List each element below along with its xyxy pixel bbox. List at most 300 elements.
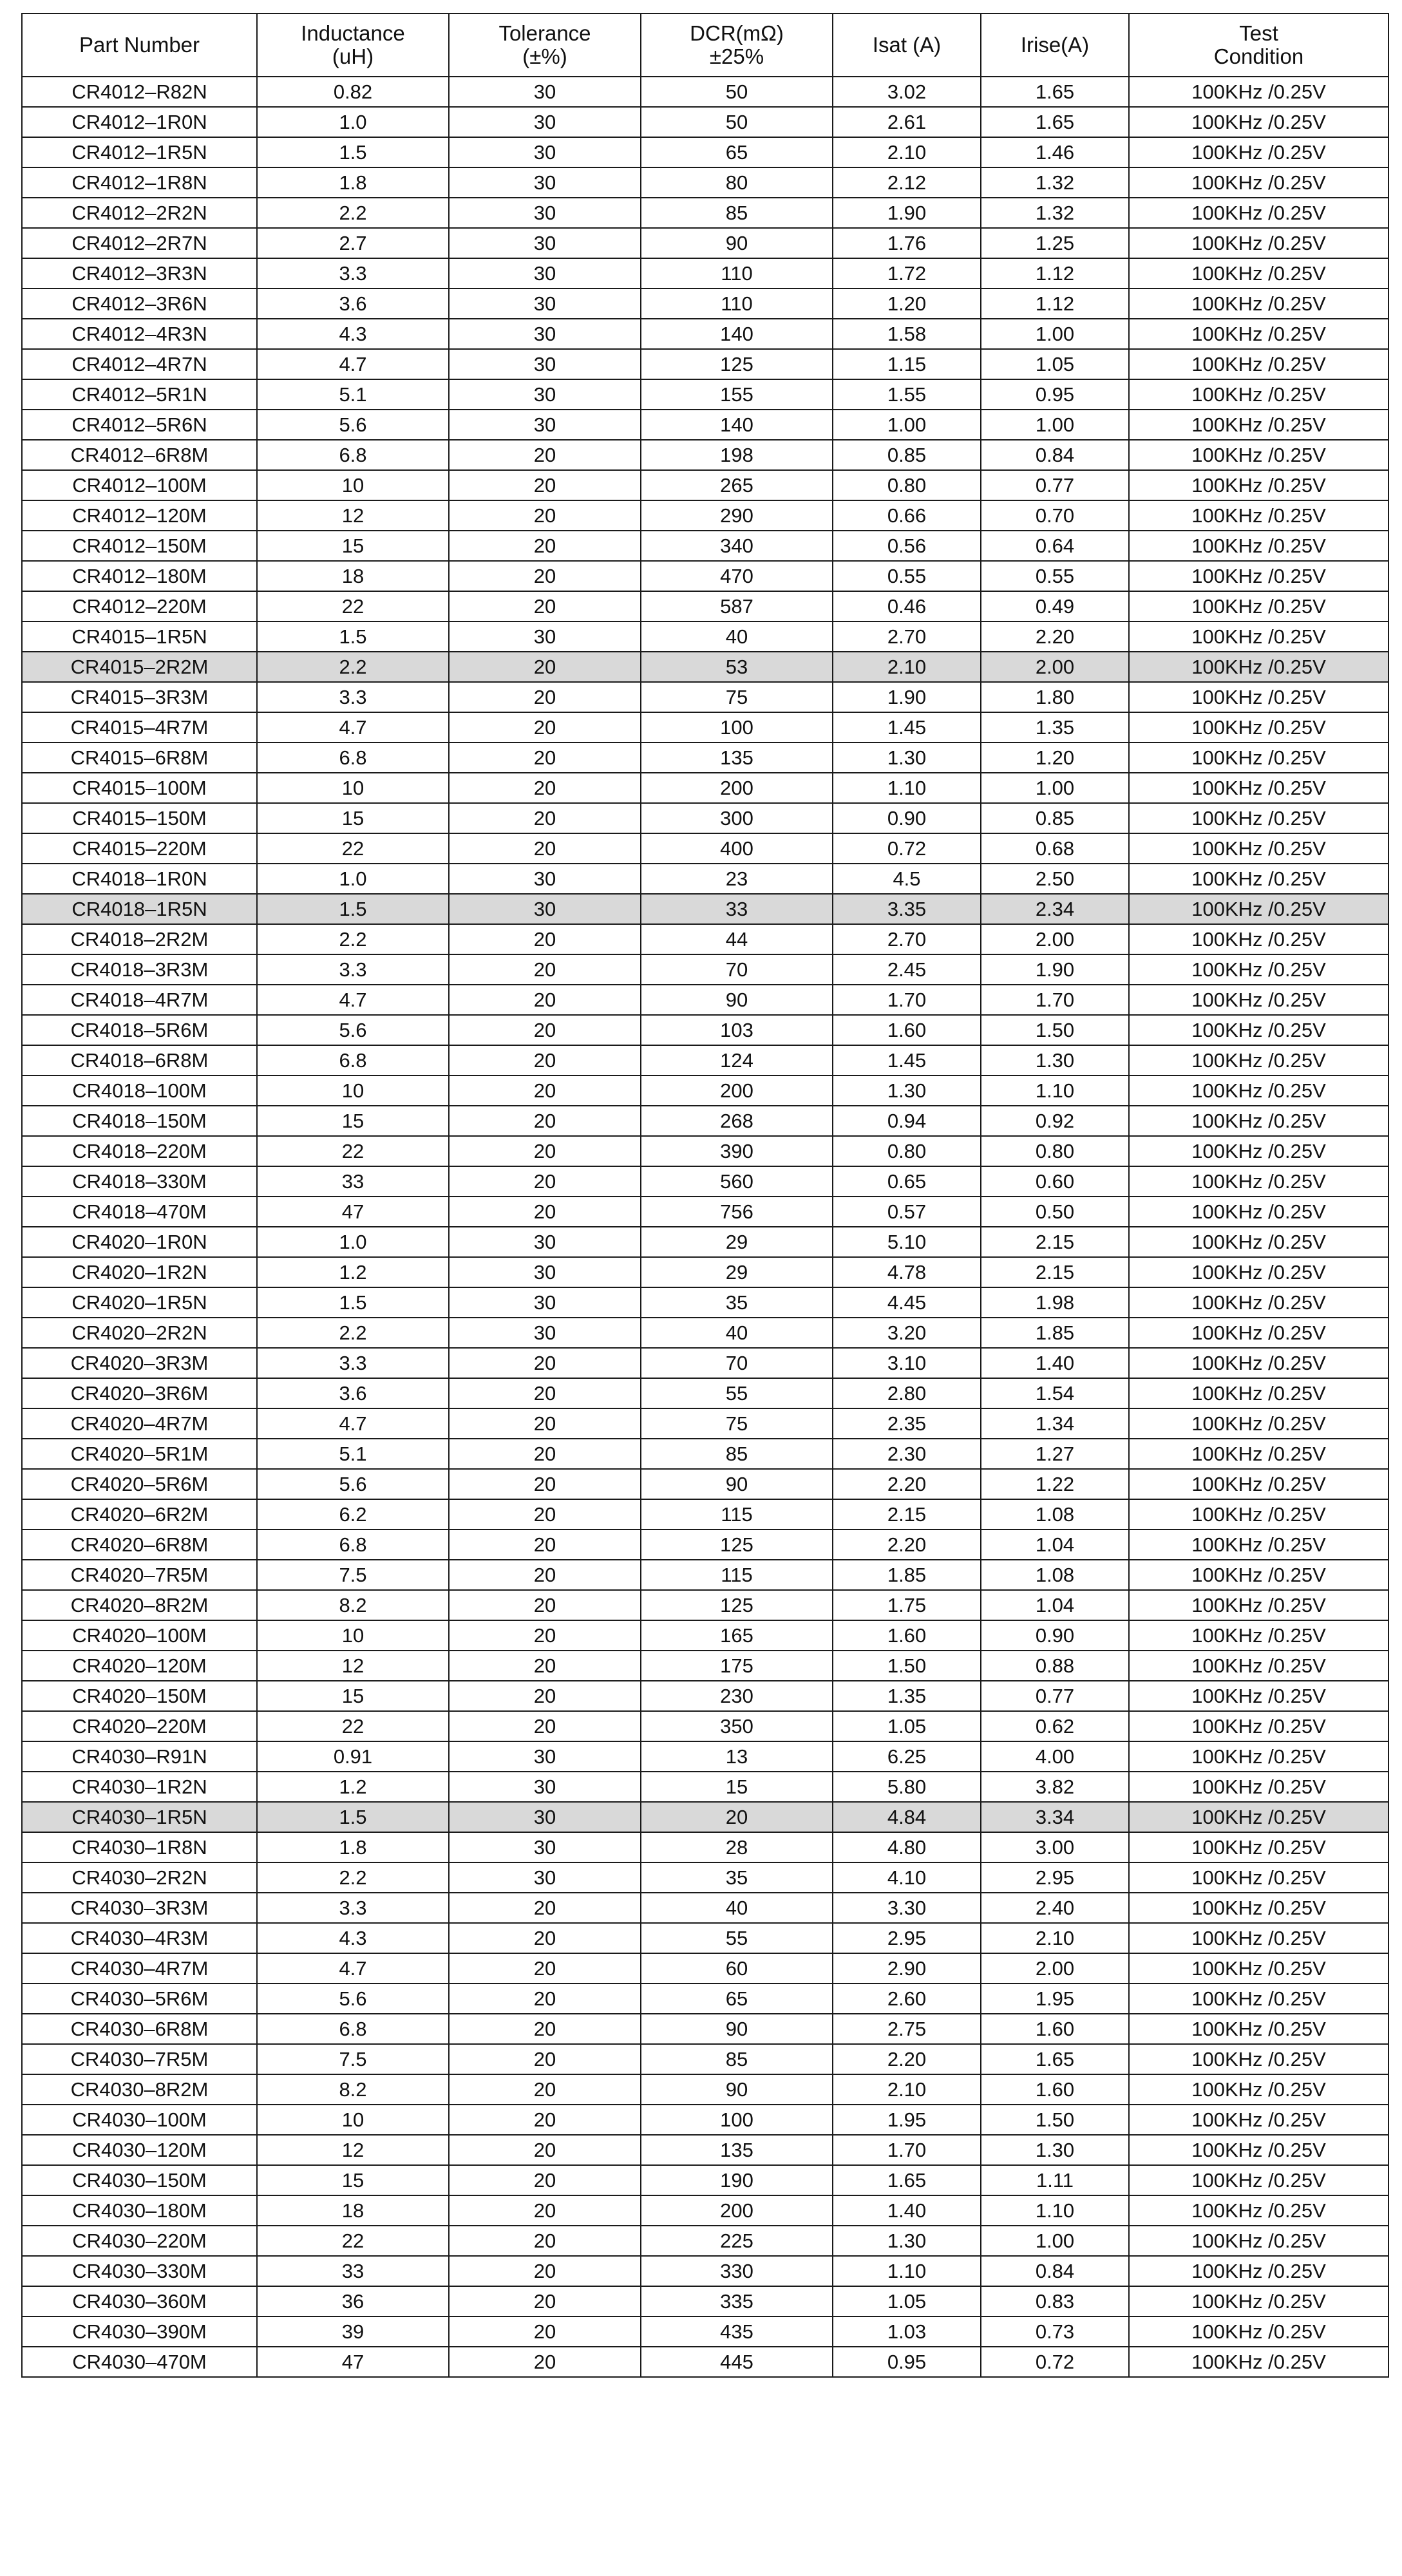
cell-test-condition: 100KHz /0.25V: [1129, 1651, 1388, 1681]
cell-test-condition: 100KHz /0.25V: [1129, 1560, 1388, 1590]
cell-dcr: 35: [641, 1862, 833, 1893]
cell-inductance: 22: [257, 1711, 449, 1741]
cell-part-number: CR4012–2R2N: [22, 198, 257, 228]
cell-isat: 1.05: [833, 2286, 981, 2316]
cell-part-number: CR4012–2R7N: [22, 228, 257, 258]
cell-irise: 1.50: [981, 1015, 1129, 1045]
header-dcr-line1: DCR(mΩ): [690, 21, 784, 45]
cell-isat: 2.10: [833, 2074, 981, 2105]
cell-test-condition: 100KHz /0.25V: [1129, 1227, 1388, 1257]
table-row: [22, 77, 1388, 107]
cell-dcr: 115: [641, 1499, 833, 1530]
cell-tolerance: 20: [449, 1439, 641, 1469]
inductor-spec-table: [21, 13, 1389, 2378]
cell-tolerance: 20: [449, 591, 641, 621]
cell-tolerance: 20: [449, 743, 641, 773]
cell-isat: 0.66: [833, 500, 981, 531]
cell-isat: 2.10: [833, 137, 981, 167]
cell-dcr: 103: [641, 1015, 833, 1045]
cell-tolerance: 20: [449, 1408, 641, 1439]
cell-part-number: CR4012–180M: [22, 561, 257, 591]
cell-inductance: 7.5: [257, 2044, 449, 2074]
table-row: [22, 1197, 1388, 1227]
cell-tolerance: 20: [449, 1075, 641, 1106]
cell-tolerance: 20: [449, 2286, 641, 2316]
cell-part-number: CR4018–1R5N: [22, 894, 257, 924]
cell-irise: 1.98: [981, 1287, 1129, 1318]
cell-part-number: CR4020–8R2M: [22, 1590, 257, 1620]
cell-irise: 2.00: [981, 1953, 1129, 1984]
cell-inductance: 15: [257, 531, 449, 561]
table-row: [22, 894, 1388, 924]
cell-tolerance: 20: [449, 803, 641, 833]
cell-inductance: 3.3: [257, 1893, 449, 1923]
cell-irise: 0.62: [981, 1711, 1129, 1741]
cell-part-number: CR4030–180M: [22, 2195, 257, 2226]
cell-dcr: 110: [641, 258, 833, 289]
cell-tolerance: 20: [449, 1348, 641, 1378]
cell-isat: 1.58: [833, 319, 981, 349]
cell-isat: 0.94: [833, 1106, 981, 1136]
cell-irise: 1.60: [981, 2074, 1129, 2105]
table-row: [22, 1166, 1388, 1197]
cell-inductance: 4.3: [257, 1923, 449, 1953]
table-body: [22, 77, 1388, 2377]
table-row: [22, 1287, 1388, 1318]
cell-irise: 1.65: [981, 107, 1129, 137]
cell-irise: 2.15: [981, 1257, 1129, 1287]
cell-test-condition: 100KHz /0.25V: [1129, 1862, 1388, 1893]
cell-inductance: 15: [257, 2165, 449, 2195]
cell-tolerance: 20: [449, 2074, 641, 2105]
cell-inductance: 1.5: [257, 621, 449, 652]
cell-part-number: CR4018–4R7M: [22, 985, 257, 1015]
cell-part-number: CR4020–3R3M: [22, 1348, 257, 1378]
table-row: [22, 682, 1388, 712]
cell-part-number: CR4018–6R8M: [22, 1045, 257, 1075]
cell-test-condition: 100KHz /0.25V: [1129, 1923, 1388, 1953]
table-row: [22, 985, 1388, 1015]
cell-irise: 0.88: [981, 1651, 1129, 1681]
cell-dcr: 13: [641, 1741, 833, 1772]
cell-inductance: 6.8: [257, 1045, 449, 1075]
cell-isat: 2.15: [833, 1499, 981, 1530]
cell-test-condition: 100KHz /0.25V: [1129, 1136, 1388, 1166]
cell-part-number: CR4015–2R2M: [22, 652, 257, 682]
cell-inductance: 4.7: [257, 712, 449, 743]
cell-tolerance: 20: [449, 531, 641, 561]
header-inductance: [257, 14, 449, 77]
cell-isat: 1.65: [833, 2165, 981, 2195]
cell-inductance: 1.2: [257, 1772, 449, 1802]
cell-tolerance: 20: [449, 1984, 641, 2014]
cell-tolerance: 30: [449, 621, 641, 652]
cell-inductance: 6.2: [257, 1499, 449, 1530]
cell-irise: 1.60: [981, 2014, 1129, 2044]
cell-tolerance: 20: [449, 2256, 641, 2286]
cell-dcr: 60: [641, 1953, 833, 1984]
table-row: [22, 1832, 1388, 1862]
cell-tolerance: 30: [449, 1227, 641, 1257]
cell-isat: 1.45: [833, 712, 981, 743]
cell-dcr: 155: [641, 379, 833, 410]
cell-dcr: 90: [641, 2014, 833, 2044]
cell-part-number: CR4015–220M: [22, 833, 257, 864]
cell-irise: 1.50: [981, 2105, 1129, 2135]
cell-part-number: CR4012–3R3N: [22, 258, 257, 289]
cell-tolerance: 30: [449, 349, 641, 379]
cell-inductance: 1.0: [257, 1227, 449, 1257]
cell-inductance: 5.1: [257, 379, 449, 410]
cell-isat: 0.57: [833, 1197, 981, 1227]
cell-irise: 3.82: [981, 1772, 1129, 1802]
cell-inductance: 36: [257, 2286, 449, 2316]
cell-isat: 1.10: [833, 2256, 981, 2286]
cell-test-condition: 100KHz /0.25V: [1129, 228, 1388, 258]
cell-isat: 1.03: [833, 2316, 981, 2347]
cell-irise: 1.90: [981, 954, 1129, 985]
cell-isat: 1.05: [833, 1711, 981, 1741]
cell-isat: 2.20: [833, 2044, 981, 2074]
cell-part-number: CR4015–1R5N: [22, 621, 257, 652]
cell-irise: 0.49: [981, 591, 1129, 621]
cell-isat: 1.60: [833, 1620, 981, 1651]
cell-tolerance: 20: [449, 1893, 641, 1923]
cell-isat: 1.75: [833, 1590, 981, 1620]
table-row: [22, 743, 1388, 773]
cell-part-number: CR4018–150M: [22, 1106, 257, 1136]
cell-tolerance: 30: [449, 1741, 641, 1772]
cell-part-number: CR4020–6R2M: [22, 1499, 257, 1530]
cell-inductance: 1.5: [257, 1802, 449, 1832]
cell-tolerance: 20: [449, 2014, 641, 2044]
cell-irise: 0.73: [981, 2316, 1129, 2347]
cell-inductance: 39: [257, 2316, 449, 2347]
cell-isat: 1.85: [833, 1560, 981, 1590]
cell-part-number: CR4030–150M: [22, 2165, 257, 2195]
cell-dcr: 140: [641, 319, 833, 349]
cell-inductance: 22: [257, 1136, 449, 1166]
table-row: [22, 591, 1388, 621]
header-test-condition-line1: Test: [1239, 21, 1278, 45]
header-irise: [981, 14, 1129, 77]
cell-part-number: CR4020–220M: [22, 1711, 257, 1741]
cell-irise: 0.72: [981, 2347, 1129, 2377]
cell-dcr: 40: [641, 1893, 833, 1923]
cell-inductance: 15: [257, 1681, 449, 1711]
cell-tolerance: 20: [449, 561, 641, 591]
cell-irise: 0.50: [981, 1197, 1129, 1227]
cell-tolerance: 20: [449, 1590, 641, 1620]
cell-dcr: 90: [641, 228, 833, 258]
cell-tolerance: 30: [449, 289, 641, 319]
cell-dcr: 100: [641, 712, 833, 743]
cell-inductance: 2.2: [257, 1862, 449, 1893]
table-row: [22, 410, 1388, 440]
cell-test-condition: 100KHz /0.25V: [1129, 1469, 1388, 1499]
cell-isat: 2.70: [833, 621, 981, 652]
cell-tolerance: 30: [449, 410, 641, 440]
cell-test-condition: 100KHz /0.25V: [1129, 924, 1388, 954]
cell-part-number: CR4015–4R7M: [22, 712, 257, 743]
header-tolerance-line2: (±%): [522, 44, 567, 68]
table-row: [22, 2074, 1388, 2105]
cell-dcr: 55: [641, 1378, 833, 1408]
cell-part-number: CR4012–5R1N: [22, 379, 257, 410]
cell-irise: 1.00: [981, 319, 1129, 349]
cell-part-number: CR4030–360M: [22, 2286, 257, 2316]
cell-isat: 2.90: [833, 1953, 981, 1984]
cell-inductance: 8.2: [257, 2074, 449, 2105]
cell-test-condition: 100KHz /0.25V: [1129, 1802, 1388, 1832]
cell-irise: 0.80: [981, 1136, 1129, 1166]
cell-tolerance: 30: [449, 1318, 641, 1348]
cell-isat: 3.20: [833, 1318, 981, 1348]
cell-isat: 0.90: [833, 803, 981, 833]
cell-irise: 0.83: [981, 2286, 1129, 2316]
cell-part-number: CR4030–2R2N: [22, 1862, 257, 1893]
cell-inductance: 5.1: [257, 1439, 449, 1469]
cell-irise: 1.70: [981, 985, 1129, 1015]
cell-irise: 1.12: [981, 289, 1129, 319]
table-row: [22, 954, 1388, 985]
cell-tolerance: 20: [449, 833, 641, 864]
cell-isat: 2.70: [833, 924, 981, 954]
cell-dcr: 29: [641, 1257, 833, 1287]
cell-tolerance: 20: [449, 2044, 641, 2074]
cell-isat: 1.30: [833, 2226, 981, 2256]
cell-test-condition: 100KHz /0.25V: [1129, 591, 1388, 621]
cell-inductance: 2.2: [257, 198, 449, 228]
cell-part-number: CR4030–4R3M: [22, 1923, 257, 1953]
cell-dcr: 300: [641, 803, 833, 833]
cell-part-number: CR4020–1R0N: [22, 1227, 257, 1257]
cell-tolerance: 30: [449, 379, 641, 410]
cell-dcr: 33: [641, 894, 833, 924]
cell-tolerance: 20: [449, 1530, 641, 1560]
cell-inductance: 47: [257, 2347, 449, 2377]
cell-tolerance: 20: [449, 1378, 641, 1408]
cell-tolerance: 20: [449, 712, 641, 743]
cell-isat: 1.72: [833, 258, 981, 289]
cell-isat: 4.10: [833, 1862, 981, 1893]
table-row: [22, 1075, 1388, 1106]
cell-irise: 4.00: [981, 1741, 1129, 1772]
cell-irise: 1.30: [981, 1045, 1129, 1075]
cell-inductance: 5.6: [257, 1469, 449, 1499]
cell-irise: 1.32: [981, 167, 1129, 198]
table-row: [22, 1106, 1388, 1136]
cell-part-number: CR4020–4R7M: [22, 1408, 257, 1439]
cell-isat: 1.30: [833, 1075, 981, 1106]
cell-tolerance: 20: [449, 1499, 641, 1530]
table-row: [22, 1227, 1388, 1257]
table-row: [22, 1711, 1388, 1741]
table-row: [22, 864, 1388, 894]
cell-irise: 1.34: [981, 1408, 1129, 1439]
cell-tolerance: 30: [449, 1257, 641, 1287]
cell-isat: 2.95: [833, 1923, 981, 1953]
cell-isat: 1.55: [833, 379, 981, 410]
cell-dcr: 100: [641, 2105, 833, 2135]
cell-test-condition: 100KHz /0.25V: [1129, 652, 1388, 682]
cell-irise: 0.85: [981, 803, 1129, 833]
cell-test-condition: 100KHz /0.25V: [1129, 1106, 1388, 1136]
cell-isat: 4.45: [833, 1287, 981, 1318]
cell-test-condition: 100KHz /0.25V: [1129, 1832, 1388, 1862]
cell-isat: 4.80: [833, 1832, 981, 1862]
cell-part-number: CR4018–2R2M: [22, 924, 257, 954]
cell-test-condition: 100KHz /0.25V: [1129, 743, 1388, 773]
cell-irise: 1.10: [981, 1075, 1129, 1106]
cell-tolerance: 20: [449, 470, 641, 500]
cell-inductance: 12: [257, 500, 449, 531]
cell-test-condition: 100KHz /0.25V: [1129, 2347, 1388, 2377]
cell-dcr: 560: [641, 1166, 833, 1197]
cell-irise: 2.00: [981, 652, 1129, 682]
cell-part-number: CR4018–220M: [22, 1136, 257, 1166]
cell-tolerance: 30: [449, 1287, 641, 1318]
cell-inductance: 12: [257, 1651, 449, 1681]
cell-irise: 1.04: [981, 1530, 1129, 1560]
cell-tolerance: 30: [449, 864, 641, 894]
cell-test-condition: 100KHz /0.25V: [1129, 1257, 1388, 1287]
cell-test-condition: 100KHz /0.25V: [1129, 1318, 1388, 1348]
cell-part-number: CR4012–100M: [22, 470, 257, 500]
cell-inductance: 1.5: [257, 894, 449, 924]
cell-inductance: 10: [257, 1620, 449, 1651]
cell-dcr: 90: [641, 985, 833, 1015]
table-row: [22, 2226, 1388, 2256]
cell-test-condition: 100KHz /0.25V: [1129, 1711, 1388, 1741]
cell-irise: 1.46: [981, 137, 1129, 167]
cell-part-number: CR4030–1R2N: [22, 1772, 257, 1802]
cell-inductance: 4.7: [257, 349, 449, 379]
cell-irise: 1.54: [981, 1378, 1129, 1408]
cell-inductance: 7.5: [257, 1560, 449, 1590]
cell-test-condition: 100KHz /0.25V: [1129, 1015, 1388, 1045]
table-row: [22, 2195, 1388, 2226]
table-row: [22, 1530, 1388, 1560]
table-row: [22, 1499, 1388, 1530]
header-test-condition-line2: Condition: [1213, 44, 1304, 68]
cell-tolerance: 20: [449, 1166, 641, 1197]
cell-part-number: CR4012–1R0N: [22, 107, 257, 137]
cell-part-number: CR4015–6R8M: [22, 743, 257, 773]
cell-inductance: 5.6: [257, 410, 449, 440]
cell-isat: 1.90: [833, 682, 981, 712]
cell-irise: 1.25: [981, 228, 1129, 258]
cell-tolerance: 20: [449, 1106, 641, 1136]
cell-inductance: 6.8: [257, 743, 449, 773]
cell-test-condition: 100KHz /0.25V: [1129, 2165, 1388, 2195]
cell-part-number: CR4030–7R5M: [22, 2044, 257, 2074]
cell-irise: 1.00: [981, 2226, 1129, 2256]
table-row: [22, 2316, 1388, 2347]
cell-test-condition: 100KHz /0.25V: [1129, 864, 1388, 894]
cell-inductance: 15: [257, 803, 449, 833]
cell-test-condition: 100KHz /0.25V: [1129, 2135, 1388, 2165]
cell-tolerance: 20: [449, 1953, 641, 1984]
table-row: [22, 621, 1388, 652]
header-tolerance-line1: Tolerance: [498, 21, 591, 45]
cell-test-condition: 100KHz /0.25V: [1129, 2195, 1388, 2226]
cell-test-condition: 100KHz /0.25V: [1129, 2286, 1388, 2316]
cell-isat: 2.80: [833, 1378, 981, 1408]
cell-irise: 2.50: [981, 864, 1129, 894]
cell-isat: 1.40: [833, 2195, 981, 2226]
cell-test-condition: 100KHz /0.25V: [1129, 410, 1388, 440]
cell-irise: 2.95: [981, 1862, 1129, 1893]
cell-dcr: 20: [641, 1802, 833, 1832]
cell-inductance: 22: [257, 2226, 449, 2256]
cell-inductance: 3.3: [257, 258, 449, 289]
cell-part-number: CR4030–330M: [22, 2256, 257, 2286]
table-row: [22, 198, 1388, 228]
cell-part-number: CR4030–4R7M: [22, 1953, 257, 1984]
cell-isat: 3.35: [833, 894, 981, 924]
table-row: [22, 1408, 1388, 1439]
cell-inductance: 3.3: [257, 954, 449, 985]
cell-tolerance: 30: [449, 319, 641, 349]
table-row: [22, 470, 1388, 500]
cell-isat: 3.02: [833, 77, 981, 107]
cell-inductance: 5.6: [257, 1015, 449, 1045]
cell-part-number: CR4020–5R1M: [22, 1439, 257, 1469]
cell-tolerance: 20: [449, 2195, 641, 2226]
cell-test-condition: 100KHz /0.25V: [1129, 1045, 1388, 1075]
cell-isat: 2.12: [833, 167, 981, 198]
cell-test-condition: 100KHz /0.25V: [1129, 500, 1388, 531]
cell-test-condition: 100KHz /0.25V: [1129, 833, 1388, 864]
cell-tolerance: 30: [449, 1772, 641, 1802]
cell-part-number: CR4018–100M: [22, 1075, 257, 1106]
cell-irise: 1.65: [981, 77, 1129, 107]
cell-inductance: 1.8: [257, 1832, 449, 1862]
cell-part-number: CR4012–1R8N: [22, 167, 257, 198]
cell-test-condition: 100KHz /0.25V: [1129, 1772, 1388, 1802]
cell-tolerance: 30: [449, 894, 641, 924]
table-row: [22, 2044, 1388, 2074]
cell-irise: 1.08: [981, 1499, 1129, 1530]
cell-test-condition: 100KHz /0.25V: [1129, 954, 1388, 985]
cell-irise: 0.84: [981, 2256, 1129, 2286]
cell-irise: 2.20: [981, 621, 1129, 652]
table-row: [22, 1651, 1388, 1681]
cell-dcr: 55: [641, 1923, 833, 1953]
cell-test-condition: 100KHz /0.25V: [1129, 107, 1388, 137]
cell-irise: 0.77: [981, 1681, 1129, 1711]
cell-test-condition: 100KHz /0.25V: [1129, 2226, 1388, 2256]
cell-part-number: CR4020–150M: [22, 1681, 257, 1711]
cell-inductance: 1.0: [257, 864, 449, 894]
cell-isat: 1.20: [833, 289, 981, 319]
cell-test-condition: 100KHz /0.25V: [1129, 319, 1388, 349]
table-row: [22, 319, 1388, 349]
table-row: [22, 258, 1388, 289]
table-row: [22, 2165, 1388, 2195]
cell-irise: 1.22: [981, 1469, 1129, 1499]
cell-irise: 1.12: [981, 258, 1129, 289]
cell-inductance: 47: [257, 1197, 449, 1227]
cell-dcr: 140: [641, 410, 833, 440]
cell-tolerance: 20: [449, 2105, 641, 2135]
cell-isat: 0.95: [833, 2347, 981, 2377]
cell-inductance: 22: [257, 591, 449, 621]
cell-isat: 0.46: [833, 591, 981, 621]
cell-isat: 1.10: [833, 773, 981, 803]
cell-isat: 0.56: [833, 531, 981, 561]
